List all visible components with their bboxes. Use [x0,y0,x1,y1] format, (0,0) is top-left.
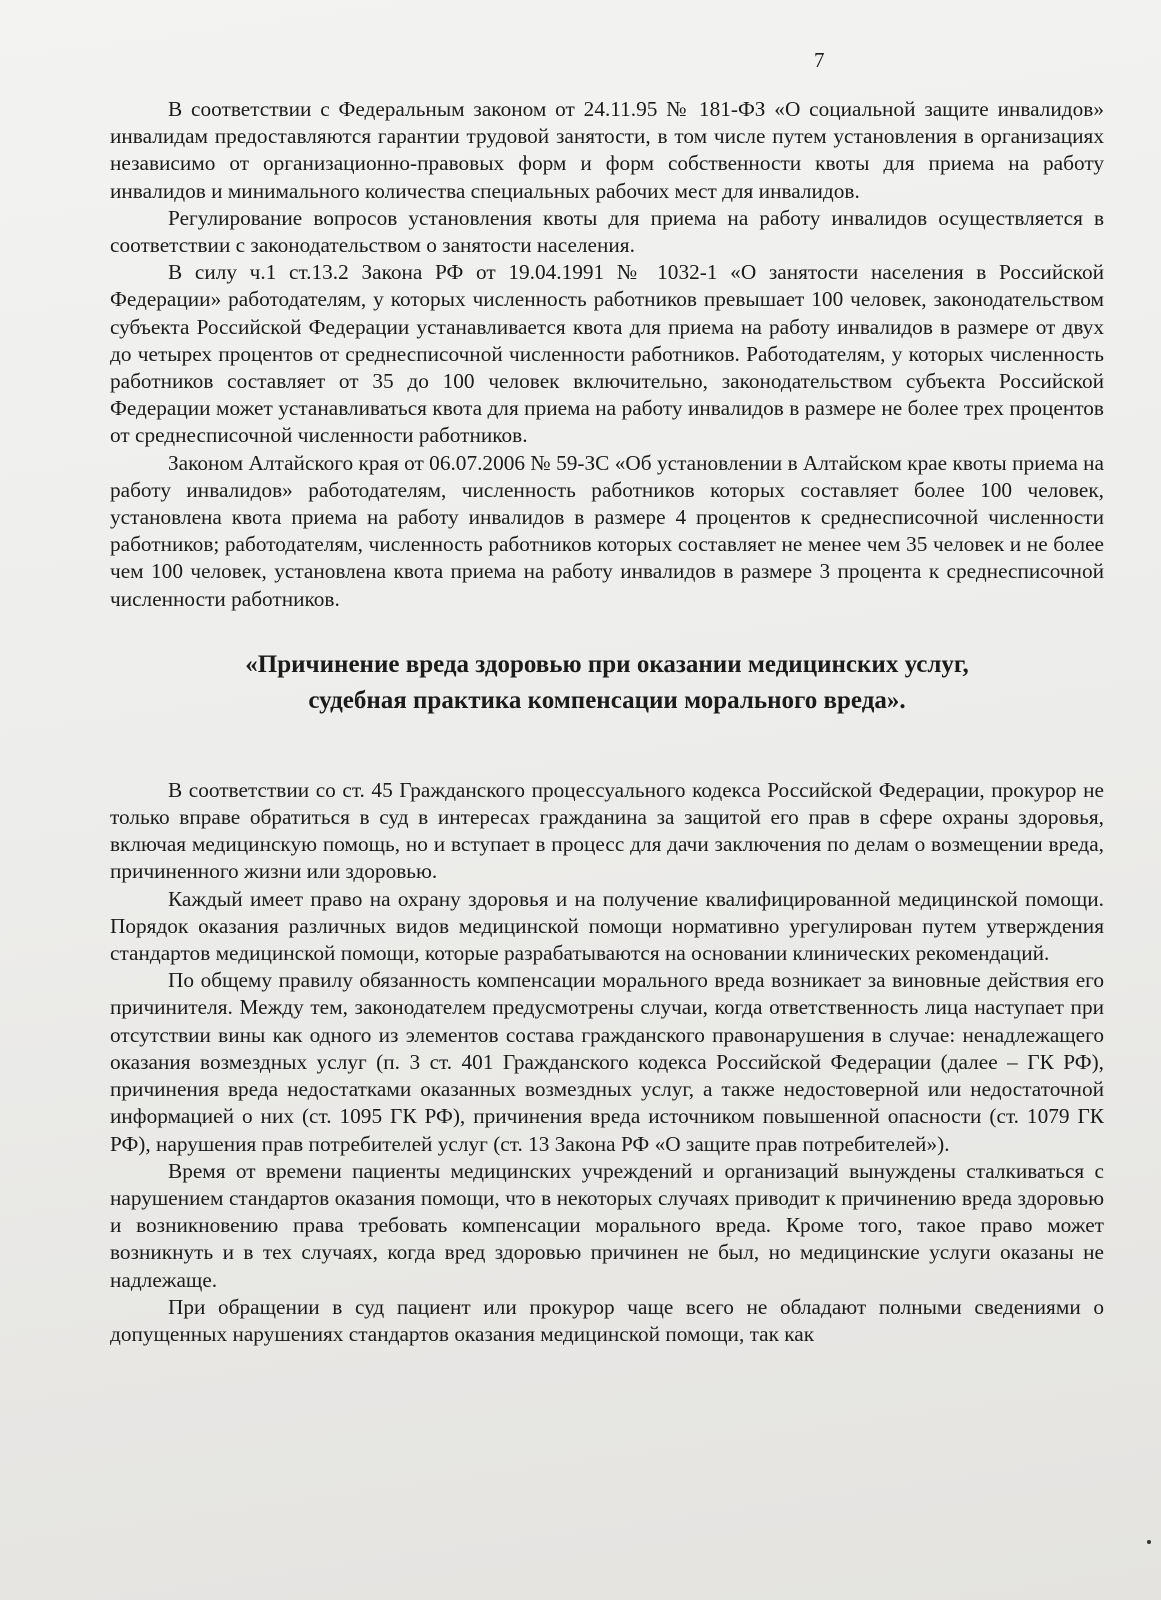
paragraph: В соответствии с Федеральным законом от 24.11.95 № 181-ФЗ «О социальной защите инвалидов» инвалидам предоставляются гарантии трудовой занятости, в том числе путем установления в организациях независимо от организационно-правовых форм и форм собственности квоты для приема на работу инвалидов и минимального количества специальных рабочих мест для инвалидов. [110,97,1104,203]
paragraph: В силу ч.1 ст.13.2 Закона РФ от 19.04.1991 № 1032-1 «О занятости населения в Российской Федерации» работодателям, у которых численность работников превышает 100 человек, законодательством субъекта Российской Федерации устанавливается квота для приема на работу инвалидов в размере от двух до четырех процентов от среднесписочной численности работников. Работодателям, у которых численность работников составляет от 35 до 100 человек включительно, законодательством субъекта Российской Федерации может устанавливаться квота для приема на работу инвалидов в размере не более трех процентов от среднесписочной численности работников. [110,260,1104,448]
paragraph: Регулирование вопросов установления квоты для приема на работу инвалидов осуществляется в соответствии с законодательством о занятости населения. [110,205,1104,258]
section-heading [110,647,1104,719]
paragraph: Время от времени пациенты медицинских учреждений и организаций вынуждены сталкиваться с нарушением стандартов оказания помощи, что в некоторых случаях приводит к причинению вреда здоровью и возникновению права требовать компенсации морального вреда. Кроме того, такое право может возникнуть и в тех случаях, когда вред здоровью причинен не был, но медицинские услуги оказаны не надлежаще. [110,1158,1104,1292]
paragraph: По общему правилу обязанность компенсации морального вреда возникает за виновные действия его причинителя. Между тем, законодателем предусмотрены случаи, когда ответственность лица наступает при отсутствии вины как одного из элементов состава гражданского правонарушения в случае: ненадлежащего оказания возмездных услуг (п. 3 ст. 401 Гражданского кодекса Российской Федерации (далее – ГК РФ), причинения вреда недостатками оказанных возмездных услуг, а также недостоверной или недостаточной информацией о них (ст. 1095 ГК РФ), причинения вреда источником повышенной опасности (ст. 1079 ГК РФ), нарушения прав потребителей услуг (ст. 13 Закона РФ «О защите прав потребителей»). [110,968,1104,1156]
page-number: 7 [814,48,825,72]
paragraph: Каждый имеет право на охрану здоровья и на получение квалифицированной медицинской помощи. Порядок оказания различных видов медицинской помощи нормативно урегулирован путем утверждения стандартов медицинской помощи, которые разрабатываются на основании клинических рекомендаций. [110,886,1104,966]
margin-mark [1147,1540,1151,1544]
paragraph: Законом Алтайского края от 06.07.2006 № 59-ЗС «Об установлении в Алтайском крае квоты приема на работу инвалидов» работодателям, численность работников которых составляет более 100 человек, установлена квота приема на работу инвалидов в размере 4 процентов к среднесписочной численности работников; работодателям, численность работников которых составляет не менее чем 35 человек и не более чем 100 человек, установлена квота приема на работу инвалидов в размере 3 процента к среднесписочной численности работников. [110,450,1104,611]
section-heading-line: «Причинение вреда здоровью при оказании медицинских услуг, [245,650,969,678]
paragraph: В соответствии со ст. 45 Гражданского процессуального кодекса Российской Федерации, прокурор не только вправе обратиться в суд в интересах гражданина за защитой его прав в сфере охраны здоровья, включая медицинскую помощь, но и вступает в процесс для дачи заключения по делам о возмещении вреда, причиненного жизни или здоровью. [110,777,1104,884]
page-content [110,96,1104,1348]
paragraph: При обращении в суд пациент или прокурор чаще всего не обладают полными сведениями о допущенных нарушениях стандартов оказания медицинской помощи, так как [110,1294,1104,1346]
section-heading-line: судебная практика компенсации морального вреда». [308,686,906,714]
